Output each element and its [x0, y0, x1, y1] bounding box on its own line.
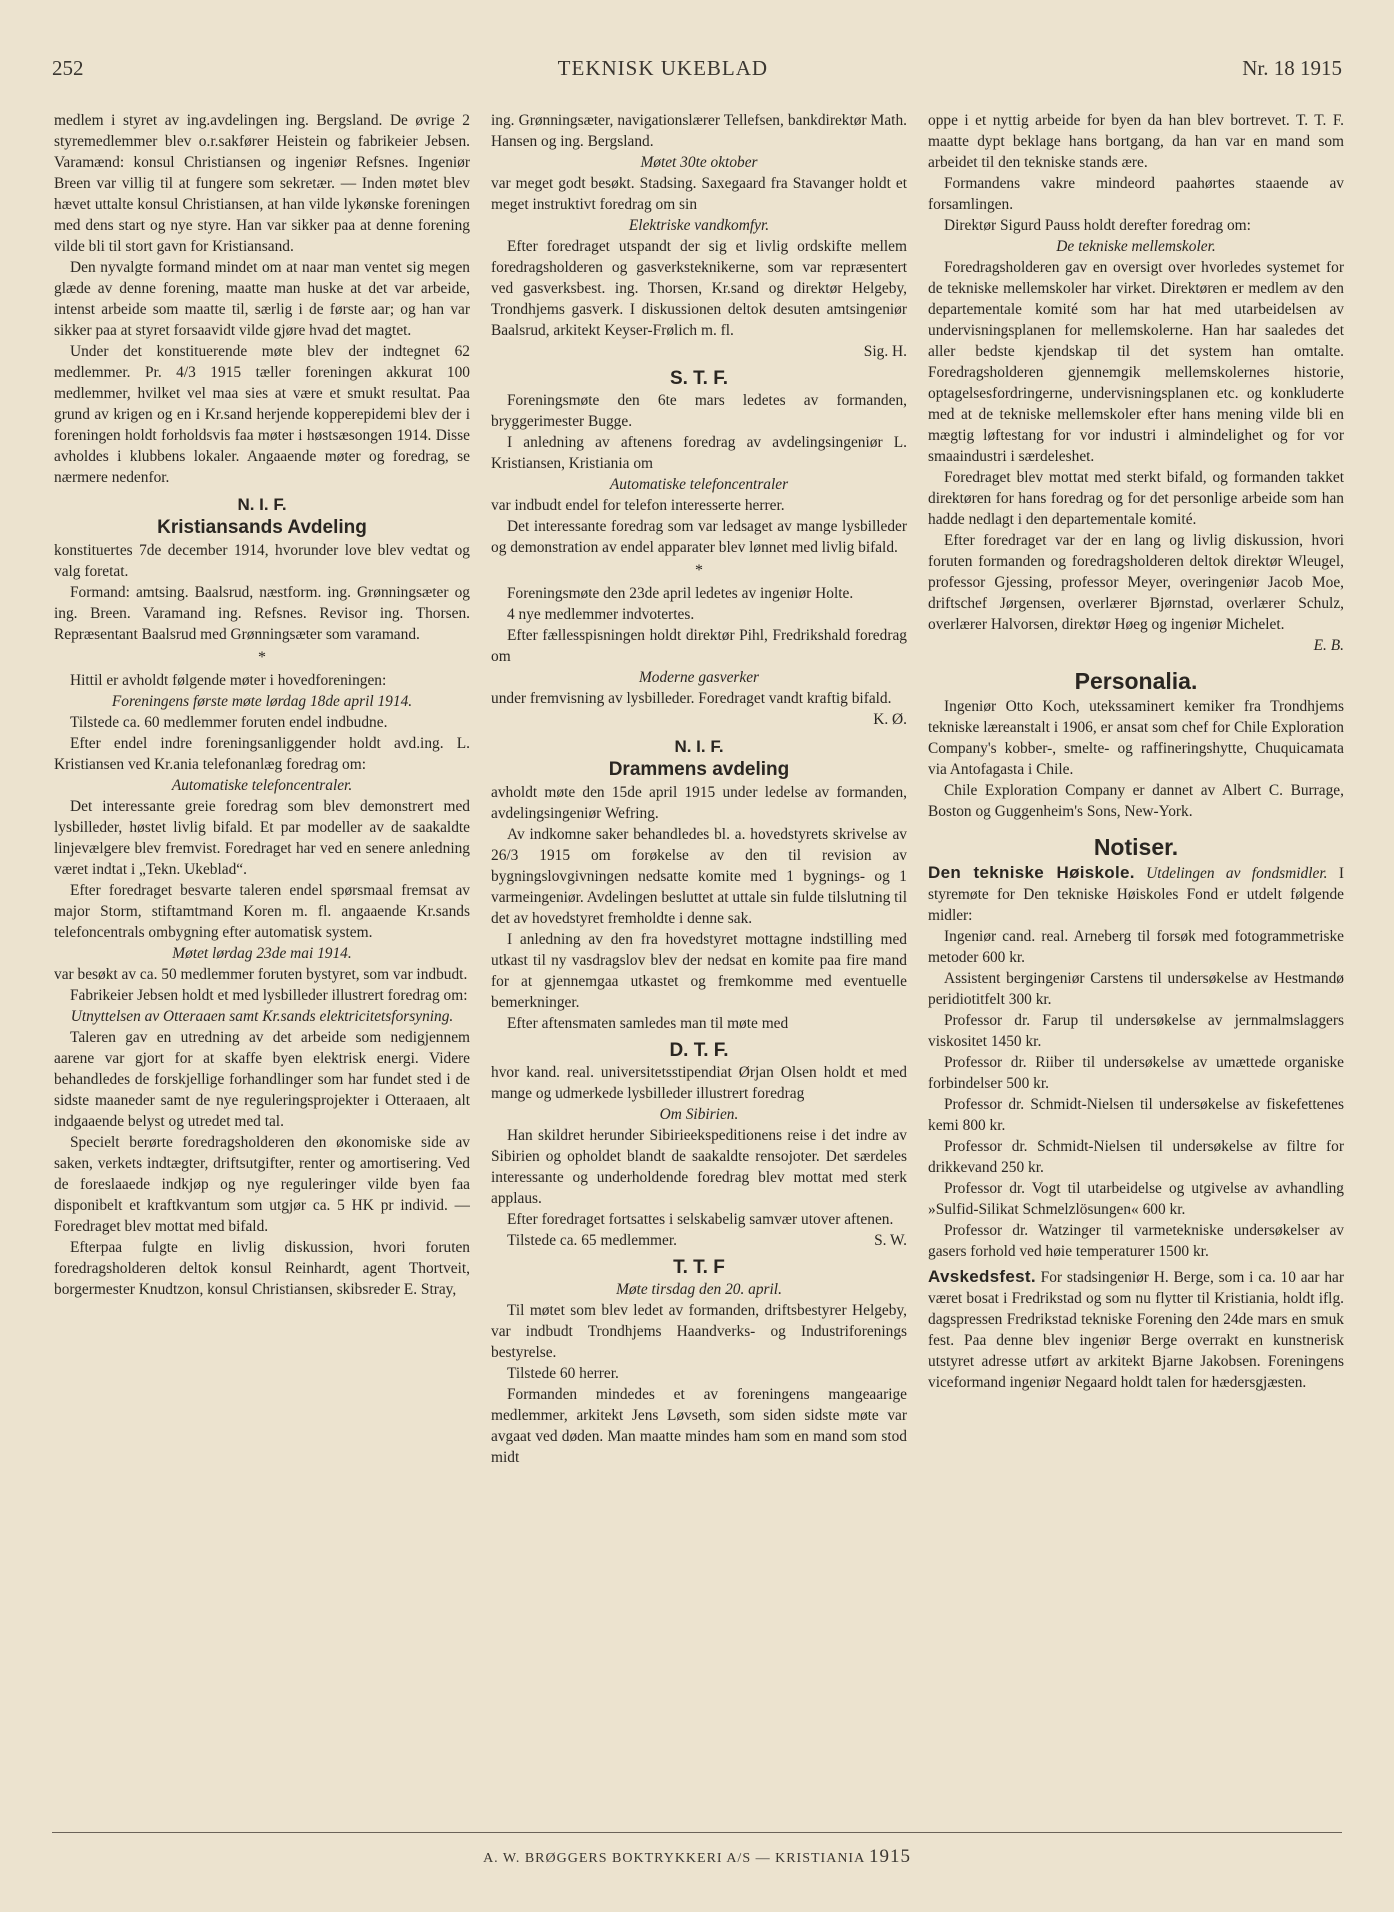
grant-item: Professor dr. Farup til undersøkelse av jernmalmslaggers viskositet 1450 kr.	[928, 1012, 1344, 1050]
paragraph: Efter fællesspisningen holdt direktør Pihl, Fredrikshald foredrag om	[491, 627, 907, 665]
paragraph: ing. Grønningsæter, navigationslærer Tellefsen, bankdirektør Math. Hansen og ing. Bergsland.	[491, 112, 907, 150]
paragraph: Efterpaa fulgte en livlig diskussion, hvori foruten foredragsholderen deltok konsul Reinhardt, agent Thortveit, borgermester Knudtzon, konsul Christiansen, skibsreder E. Stray,	[54, 1239, 470, 1298]
paragraph: I anledning av aftenens foredrag av avdelingsingeniør L. Kristiansen, Kristiania om	[491, 434, 907, 472]
paragraph: under fremvisning av lysbilleder. Foredraget vandt kraftig bifald.	[491, 690, 892, 707]
section-subheading: Kristiansands Avdeling	[157, 517, 367, 538]
paragraph: var meget godt besøkt. Stadsing. Saxegaard fra Stavanger holdt et meget instruktivt foredrag om sin	[491, 175, 907, 213]
paragraph: Fabrikeier Jebsen holdt et med lysbilleder illustrert foredrag om:	[70, 987, 468, 1004]
notice-title: Avskedsfest.	[928, 1267, 1036, 1286]
paragraph: var besøkt av ca. 50 medlemmer foruten bystyret, som var indbudt.	[54, 966, 468, 983]
paragraph: Efter aftensmaten samledes man til møte med	[507, 1015, 789, 1032]
paragraph: Taleren gav en utredning av det arbeide som nedigjennem aarene var gjort for at skaffe byen elektrisk energi. Videre behandledes de forskjellige forhandlinger som har fundet sted i de sidste maaneder samt de nye reguleringsprojekter i Otteraaen, alt indgaaende belyst og utredet med tal.	[54, 1029, 470, 1130]
paragraph: hvor kand. real. universitetsstipendiat Ørjan Olsen holdt et med mange og udmerkede lysbilleder illustrert foredrag	[491, 1064, 907, 1102]
section-heading: N. I. F.	[237, 495, 287, 514]
paragraph: medlem i styret av ing.avdelingen ing. Bergsland. De øvrige 2 styremedlemmer blev o.r.sakfører Heistein og fabrikeier Jebsen. Varamænd: konsul Christiansen og ingeniør Refsnes. Ingeniør Breen var villig til at fungere som sekretær. — Inden møtet blev hævet uttalte konsul Christiansen, at han vilde lykønske foreningen med dens start og nye styre. Han var sikker paa at denne forening vilde bli til stort gavn for Kristiansand.	[54, 112, 470, 255]
paragraph: avholdt møte den 15de april 1915 under ledelse av formanden, avdelingsingeniør Wefring.	[491, 784, 907, 822]
grant-item: Professor dr. Schmidt-Nielsen til undersøkelse av filtre for drikkevand 250 kr.	[928, 1138, 1344, 1176]
grant-item: Professor dr. Riiber til undersøkelse av umættede organiske forbindelser 500 kr.	[928, 1054, 1344, 1092]
column-3	[928, 110, 1344, 1820]
journal-title: TEKNISK UKEBLAD	[557, 56, 769, 80]
paragraph: Ingeniør Otto Koch, utekssaminert kemiker fra Trondhjems tekniske læreanstalt i 1906, er ansat som chef for Chile Exploration Company's kobber-, smelte- og raffineringshytte, Chuquicamata via Antofagasta i Chile.	[928, 698, 1344, 778]
notice-title: Den tekniske Høiskole.	[928, 863, 1135, 882]
paragraph: Hittil er avholdt følgende møter i hovedforeningen:	[70, 672, 387, 689]
paragraph: Efter endel indre foreningsanliggender holdt avd.ing. L. Kristiansen ved Kr.ania telefonanlæg foredrag om:	[54, 735, 470, 773]
paragraph: konstituertes 7de december 1914, hvorunder love blev vedtat og valg foretat.	[54, 542, 470, 580]
paragraph: Det interessante greie foredrag som blev demonstrert med lysbilleder, høstet livlig bifald. Et par modeller av de saakaldte linjevælgere blev fremvist. Foredraget har ved en senere anledning været indtat i „Tekn. Ukeblad“.	[54, 798, 470, 878]
signature: S. W.	[874, 1232, 907, 1249]
section-heading: N. I. F.	[674, 737, 724, 756]
lecture-title: Om Sibirien.	[659, 1106, 739, 1123]
notice-subtitle: Utdelingen av fondsmidler.	[1146, 865, 1328, 882]
lecture-title: Automatiske telefoncentraler.	[171, 777, 353, 794]
separator-asterisk: *	[258, 649, 266, 666]
paragraph: Efter foredraget besvarte taleren endel spørsmaal fremsat av major Storm, stiftamtmand Koren m. fl. angaaende Kr.sands telefoncentrals ombygning efter automatisk system.	[54, 882, 470, 941]
grant-item: Assistent bergingeniør Carstens til undersøkelse av Hestmandø peridiotitfelt 300 kr.	[928, 970, 1344, 1008]
signature: K. Ø.	[873, 711, 907, 728]
section-heading-personalia: Personalia.	[1074, 668, 1198, 694]
section-subheading: Drammens avdeling	[608, 759, 790, 780]
grant-item: Professor dr. Vogt til utarbeidelse og utgivelse av avhandling »Sulfid-Silikat Schmelzlösungen« 600 kr.	[928, 1180, 1344, 1218]
section-heading: T. T. F	[673, 1257, 725, 1278]
notice-lead	[928, 1266, 1344, 1393]
column-2	[491, 110, 907, 1820]
lecture-title: Moderne gasverker	[638, 669, 760, 686]
paragraph: Til møtet som blev ledet av formanden, driftsbestyrer Helgeby, var indbudt Trondhjems Haandverks- og Industriforenings bestyrelse.	[491, 1302, 907, 1361]
lecture-title: Automatiske telefoncentraler	[609, 476, 789, 493]
paragraph: Foredragsholderen gav en oversigt over hvorledes systemet for de tekniske mellemskoler har virket. Direktøren er medlem av den departementale komité som har hat med utarbeidelsen av undervisningsplanen for mellemskolerne. Han har saaledes det aller bedste kjendskap til det system han omtalte. Foredragsholderen gjennemgik mellemskolernes historie, optagelsesfordringerne, undervisningsplanen etc. og konkluderte med at de tekniske mellemskoler efter hans mening vilde bli en mægtig løftestang for vor industri i almindelighet og for vor smaaindustri i særdeleshet.	[928, 259, 1344, 465]
signature: Sig. H.	[863, 343, 907, 360]
lecture-title: De tekniske mellemskoler.	[1056, 238, 1216, 255]
meeting-title: Møtet 30te oktober	[640, 154, 758, 171]
paragraph: Efter foredraget var der en lang og livlig diskussion, hvori foruten formanden og foredragsholderen deltok direktør Wleugel, professor Gjessing, professor Meyer, overingeniør Jacob Moe, driftschef Jørgensen, overlærer Bjørnstad, overlærer Schulz, overlærer Halvorsen, direktør Høeg og ingeniør Michelet.	[928, 532, 1344, 633]
paragraph: Foreningsmøte den 23de april ledetes av ingeniør Holte.	[507, 585, 854, 602]
printer-imprint: A. W. BRØGGERS BOKTRYKKERI A/S — KRISTIANIA	[483, 1851, 865, 1866]
page-header	[52, 56, 1342, 86]
section-heading: S. T. F.	[669, 368, 729, 389]
article-columns	[54, 110, 1344, 1820]
paragraph: Efter foredraget fortsattes i selskabelig samvær utover aftenen.	[507, 1211, 894, 1228]
paragraph: Efter foredraget utspandt der sig et livlig ordskifte mellem foredragsholderen og gasverksteknikerne, som var repræsentert ved gasverksbest. ing. Thorsen, Kr.sand og direktør Helgeby, Trondhjems gasverk. I diskussionen deltok desuten amtsingeniør Baalsrud, arkitekt Keyser-Frølich m. fl.	[491, 238, 907, 339]
meeting-title: Møtet lørdag 23de mai 1914.	[172, 945, 352, 962]
page-footer	[0, 1846, 1394, 1868]
section-heading: D. T. F.	[669, 1040, 729, 1061]
footer-rule	[52, 1832, 1342, 1833]
paragraph: Det interessante foredrag som var ledsaget av mange lysbilleder og demonstration av endel apparater blev lønnet med livlig bifald.	[491, 518, 907, 556]
paragraph: Tilstede 60 herrer.	[507, 1365, 619, 1382]
attendance: Tilstede ca. 65 medlemmer.	[507, 1232, 677, 1249]
paragraph: Direktør Sigurd Pauss holdt derefter foredrag om:	[944, 217, 1251, 234]
lecture-title: Elektriske vandkomfyr.	[628, 217, 770, 234]
grant-item: Ingeniør cand. real. Arneberg til forsøk med fotogrammetriske metoder 600 kr.	[928, 928, 1344, 966]
paragraph: Foredraget blev mottat med sterkt bifald, og formanden takket direktøren for hans foredrag og for det personlige arbeide som han hadde nedlagt i den departementale komité.	[928, 469, 1344, 528]
paragraph: 4 nye medlemmer indvotertes.	[507, 606, 695, 623]
paragraph: Tilstede ca. 60 medlemmer foruten endel indbudne.	[70, 714, 388, 731]
page-number: 252	[52, 56, 84, 80]
paragraph: Formandens vakre mindeord paahørtes staaende av forsamlingen.	[928, 175, 1344, 213]
paragraph: Formand: amtsing. Baalsrud, næstform. ing. Grønningsæter og ing. Breen. Varamand ing. Refsnes. Revisor ing. Thorsen. Repræsentant Baalsrud med Grønningsæter som varamand.	[54, 584, 470, 643]
grant-item: Professor dr. Schmidt-Nielsen til undersøkelse av fiskefettenes kemi 800 kr.	[928, 1096, 1344, 1134]
separator-asterisk: *	[695, 562, 703, 579]
paragraph: Under det konstituerende møte blev der indtegnet 62 medlemmer. Pr. 4/3 1915 tæller foreningen akkurat 100 medlemmer, hvilket vel maa sies at være et smukt resultat. Paa grund av krigen og en i Kr.sand herjende kopperepidemi blev der i foreningen holdt forholdsvis faa møter i høstsæsongen 1914. Disse avholdes i klubbens lokaler. Angaaende møter og foredrag, se nærmere nedenfor.	[54, 343, 470, 486]
paragraph: Specielt berørte foredragsholderen den økonomiske side av saken, verkets indtægter, driftsutgifter, renter og amortisering. Ved de foreslaaede indkjøp og nye reguleringer vilde byen faa disponibelt et kraftkvantum som utgjør ca. 5 HK pr individ. — Foredraget blev mottat med bifald.	[54, 1134, 470, 1235]
paragraph: Av indkomne saker behandledes bl. a. hovedstyrets skrivelse av 26/3 1915 om forøkelse av den til revision av bygningslovgivningen nedsatte komite med 1 bygnings- og 1 varmeingeniør. Avdelingen besluttet at uttale sin fulde tilslutning til det av hovedstyret fremholdte i denne sak.	[491, 826, 907, 927]
paragraph: Foreningsmøte den 6te mars ledetes av formanden, bryggerimester Bugge.	[491, 392, 907, 430]
notice-text: For stadsingeniør H. Berge, som i ca. 10 aar har været bosat i Fredrikstad og som nu flytter til Kristiania, holdt iflg. dagspressen Fredrikstad tekniske Forening den 24de mars en smuk fest. Paa denne blev ingeniør Berge overrakt en kunstnerisk utstyret adresse utført av arkitekt Bjarne Jakobsen. Foreningens viceformand ingeniør Negaard holdt talen for hædersgjæsten.	[928, 1269, 1344, 1391]
notice-text: I styremøte for Den tekniske Høiskoles Fond er utdelt følgende midler:	[928, 865, 1344, 924]
paragraph: var indbudt endel for telefon interesserte herrer.	[491, 497, 785, 514]
paragraph: Han skildret herunder Sibirieekspeditionens reise i det indre av Sibirien og opholdet blandt de saakaldte rensojoter. Det særdeles interessante og underholdende foredrag blev mottat med sterk applaus.	[491, 1127, 907, 1207]
paragraph: oppe i et nyttig arbeide for byen da han blev bortrevet. T. T. F. maatte dypt beklage hans bortgang, da han var en mand som arbeidet til den tekniske stands ære.	[928, 112, 1344, 171]
column-1	[54, 110, 470, 1820]
section-heading-notiser: Notiser.	[1093, 834, 1179, 860]
imprint-year: 1915	[868, 1846, 911, 1867]
paragraph: Den nyvalgte formand mindet om at naar man ventet sig megen glæde av denne forening, maatte man huske at det var arbeide, intenst arbeide som maatte til, særlig i de første aar; og han var sikker paa at styret forsaavidt vilde gjøre hvad det magtet.	[54, 259, 470, 339]
signature: E. B.	[1313, 637, 1344, 654]
meeting-title: Foreningens første møte lørdag 18de april 1914.	[111, 693, 413, 710]
issue-number: Nr. 18 1915	[1242, 56, 1342, 80]
meeting-title: Møte tirsdag den 20. april.	[616, 1281, 782, 1298]
paragraph: I anledning av den fra hovedstyret mottagne indstilling med utkast til ny vasdragslov blev der nedsat en komite paa fire mand for at gjennemgaa utkastet og fremkomme med eventuelle bemerkninger.	[491, 931, 907, 1011]
paragraph: Chile Exploration Company er dannet av Albert C. Burrage, Boston og Guggenheim's Sons, New-York.	[928, 782, 1344, 820]
attendance-line	[491, 1230, 907, 1251]
paragraph: Formanden mindedes et av foreningens mangeaarige medlemmer, arkitekt Jens Løvseth, som siden sidste møte var avgaat ved døden. Man maatte mindes ham som en mand som stod midt	[491, 1386, 907, 1466]
lecture-title: Utnyttelsen av Otteraaen samt Kr.sands elektricitetsforsyning.	[70, 1008, 454, 1025]
notice-lead	[928, 862, 1344, 926]
grant-item: Professor dr. Watzinger til varmetekniske undersøkelser av gasers forhold ved høie temperaturer 1500 kr.	[928, 1222, 1344, 1260]
